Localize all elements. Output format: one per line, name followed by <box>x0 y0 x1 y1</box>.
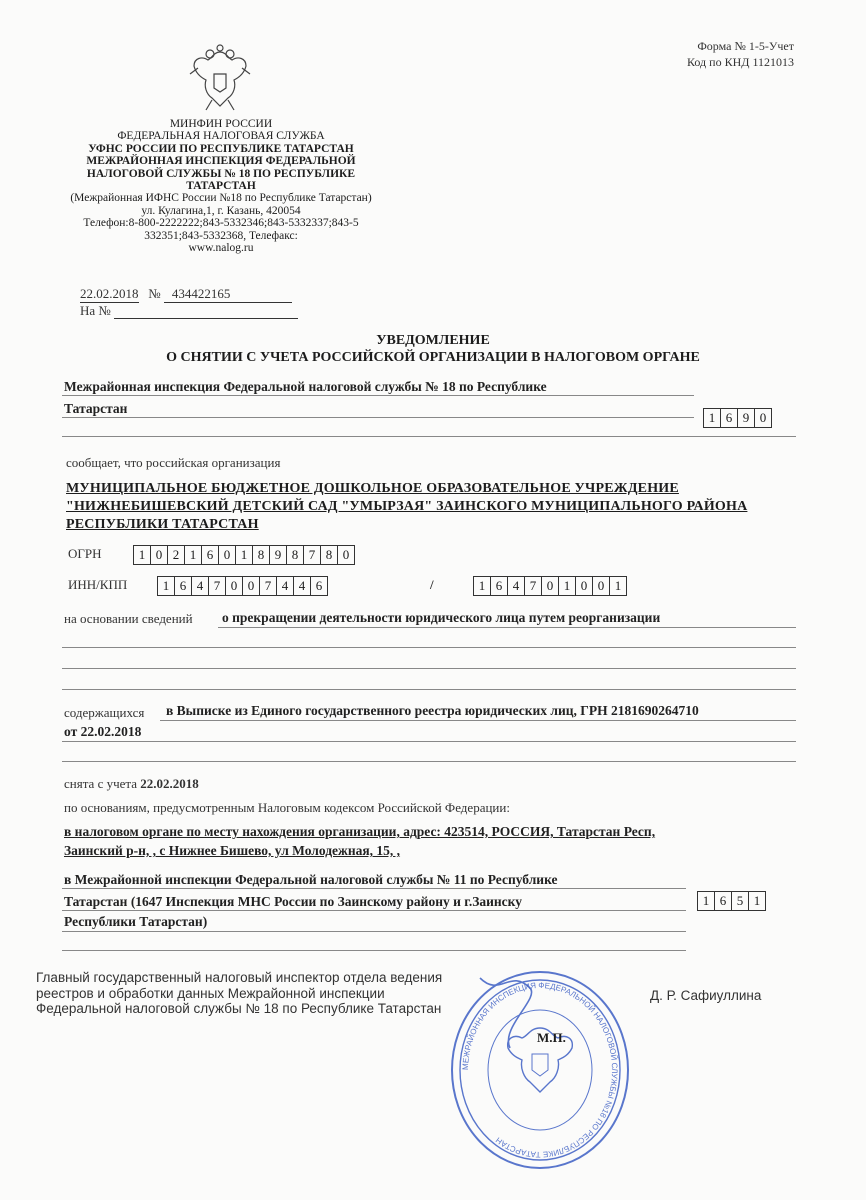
seal-place-label: М.П. <box>537 1030 566 1045</box>
ogrn-digit: 6 <box>201 545 219 565</box>
rule <box>62 689 796 690</box>
location-line-1: в налоговом органе по месту нахождения организации, адрес: 423514, РОССИЯ, Татарстан Респ, <box>64 824 656 839</box>
title-line-2: О СНЯТИИ С УЧЕТА РОССИЙСКОЙ ОРГАНИЗАЦИИ В НАЛОГОВОМ ОРГАНЕ <box>166 350 700 365</box>
code-digit: 1 <box>697 891 715 911</box>
ogrn-digit: 8 <box>252 545 270 565</box>
rule <box>62 668 796 669</box>
kpp-digit: 0 <box>541 576 559 596</box>
rule <box>62 395 694 396</box>
kpp-digit: 7 <box>524 576 542 596</box>
inn-digit: 4 <box>293 576 311 596</box>
inspection-short-name: (Межрайонная ИФНС России №18 по Республике Татарстан) <box>70 192 372 205</box>
service: ФЕДЕРАЛЬНАЯ НАЛОГОВАЯ СЛУЖБА <box>117 130 325 143</box>
inn-digit: 6 <box>310 576 328 596</box>
kpp-digit: 1 <box>609 576 627 596</box>
basis-value: о прекращении деятельности юридического лица путем реорганизации <box>222 610 661 625</box>
ogrn-digit: 0 <box>337 545 355 565</box>
authority-line-1: Межрайонная инспекция Федеральной налоговой службы № 18 по Республике <box>64 379 547 394</box>
inn-digit: 4 <box>191 576 209 596</box>
ogrn-digit: 1 <box>184 545 202 565</box>
doc-number: 434422165 <box>164 286 292 303</box>
coat-of-arms-icon <box>186 44 254 116</box>
kpp-digit: 0 <box>592 576 610 596</box>
rule <box>160 720 796 721</box>
ogrn-digit: 0 <box>218 545 236 565</box>
ogrn-digit: 2 <box>167 545 185 565</box>
ogrn-digit: 1 <box>133 545 151 565</box>
kpp-digit: 1 <box>473 576 491 596</box>
ogrn-digit: 9 <box>269 545 287 565</box>
basis-label: на основании сведений <box>64 611 193 626</box>
removed-label-row <box>64 776 199 792</box>
ogrn-digit: 8 <box>320 545 338 565</box>
rule <box>62 647 796 648</box>
organization-name: МУНИЦИПАЛЬНОЕ БЮДЖЕТНОЕ ДОШКОЛЬНОЕ ОБРАЗОВАТЕЛЬНОЕ УЧРЕЖДЕНИЕ "НИЖНЕБИШЕВСКИЙ ДЕТСКИЙ САД "УМЫРЗАЯ" ЗАИНСКОГО МУНИЦИПАЛЬНОГО РАЙОНА РЕСПУБЛИКИ ТАТАРСТАН <box>66 481 748 532</box>
inn-digit: 7 <box>208 576 226 596</box>
rule <box>62 741 796 742</box>
authority-code <box>704 408 772 428</box>
code-digit: 6 <box>720 408 738 428</box>
new-authority-code <box>698 891 766 911</box>
code-digit: 6 <box>714 891 732 911</box>
ogrn-digit: 8 <box>286 545 304 565</box>
stamp-text: МЕЖРАЙОННАЯ ИНСПЕКЦИЯ ФЕДЕРАЛЬНОЙ НАЛОГОВОЙ СЛУЖБЫ №18 ПО РЕСПУБЛИКЕ ТАТАРСТАН <box>460 980 620 1160</box>
form-header <box>687 38 794 70</box>
doc-date-number <box>80 286 292 303</box>
new-authority-line-2: Татарстан (1647 Инспекция МНС России по Заинскому району и г.Заинску <box>64 894 523 909</box>
removed-label: снята с учета <box>64 776 138 791</box>
signer-name: Д. Р. Сафиуллина <box>650 988 762 1003</box>
knd-code: Код по КНД 1121013 <box>687 55 794 69</box>
code-digit: 0 <box>754 408 772 428</box>
code-digit: 9 <box>737 408 755 428</box>
inn-digit: 0 <box>242 576 260 596</box>
rule <box>62 417 694 418</box>
grounds-label: по основаниям, предусмотренным Налоговым кодексом Российской Федерации: <box>64 800 510 815</box>
kpp-digit: 6 <box>490 576 508 596</box>
svg-text:МЕЖРАЙОННАЯ ИНСПЕКЦИЯ ФЕДЕРАЛЬ <box>461 981 619 1159</box>
removed-date: 22.02.2018 <box>140 776 199 791</box>
reference-blank <box>114 304 298 319</box>
informs-label: сообщает, что российская организация <box>66 455 281 470</box>
issuer-website: www.nalog.ru <box>188 242 254 255</box>
inn-kpp-slash: / <box>430 577 434 592</box>
reference-label: На № <box>80 303 111 318</box>
reference-number <box>80 303 298 319</box>
contained-value-1: в Выписке из Единого государственного реестра юридических лиц, ГРН 2181690264710 <box>166 703 699 718</box>
issuer-block <box>62 118 380 254</box>
rule <box>62 888 686 889</box>
inn-kpp-label: ИНН/КПП <box>68 577 128 592</box>
code-digit: 1 <box>748 891 766 911</box>
inn-cells <box>158 576 328 596</box>
rule <box>62 910 686 911</box>
title-line-1: УВЕДОМЛЕНИЕ <box>376 333 490 348</box>
inspection-name: МЕЖРАЙОННАЯ ИНСПЕКЦИЯ ФЕДЕРАЛЬНОЙ НАЛОГОВОЙ СЛУЖБЫ № 18 ПО РЕСПУБЛИКЕ ТАТАРСТАН <box>86 155 356 193</box>
ogrn-digit: 0 <box>150 545 168 565</box>
new-authority-line-3: Республики Татарстан) <box>64 914 208 929</box>
kpp-cells <box>474 576 627 596</box>
contained-value-2: от 22.02.2018 <box>64 724 142 739</box>
location-line-2: Заинский р-н, , с Нижнее Бишево, ул Молодежная, 15, , <box>64 843 401 858</box>
ogrn-digit: 7 <box>303 545 321 565</box>
doc-number-label: № <box>148 286 161 301</box>
official-seal-icon <box>440 958 640 1178</box>
kpp-digit: 1 <box>558 576 576 596</box>
issuer-address: ул. Кулагина,1, г. Казань, 420054 <box>141 204 301 217</box>
authority-line-2: Татарстан <box>64 401 128 416</box>
rule <box>218 627 796 628</box>
ogrn-digit: 1 <box>235 545 253 565</box>
document-title <box>0 332 866 366</box>
inn-digit: 6 <box>174 576 192 596</box>
rule <box>62 436 796 437</box>
signer-position: Главный государственный налоговый инспектор отдела ведения реестров и обработки данных Межрайонной инспекции Федеральной налоговой службы № 18 по Республике Татарстан <box>36 970 443 1016</box>
regional-office: УФНС РОССИИ ПО РЕСПУБЛИКЕ ТАТАРСТАН <box>88 142 354 155</box>
inn-digit: 4 <box>276 576 294 596</box>
rule <box>62 931 686 932</box>
rule <box>62 761 796 762</box>
new-authority-line-1: в Межрайонной инспекции Федеральной налоговой службы № 11 по Республике <box>64 872 558 887</box>
code-digit: 1 <box>703 408 721 428</box>
doc-date: 22.02.2018 <box>80 286 139 301</box>
kpp-digit: 4 <box>507 576 525 596</box>
contained-label: содержащихся <box>64 705 145 720</box>
code-digit: 5 <box>731 891 749 911</box>
rule <box>62 950 686 951</box>
kpp-digit: 0 <box>575 576 593 596</box>
inn-digit: 7 <box>259 576 277 596</box>
ministry: МИНФИН РОССИИ <box>169 118 273 130</box>
ogrn-label: ОГРН <box>68 546 102 561</box>
inn-digit: 1 <box>157 576 175 596</box>
inn-digit: 0 <box>225 576 243 596</box>
ogrn-cells <box>134 545 355 565</box>
form-number: Форма № 1-5-Учет <box>697 39 794 53</box>
issuer-phones: Телефон:8-800-2222222;843-5332346;843-5332337;843-5 332351;843-5332368, Телефакс: <box>83 217 359 242</box>
